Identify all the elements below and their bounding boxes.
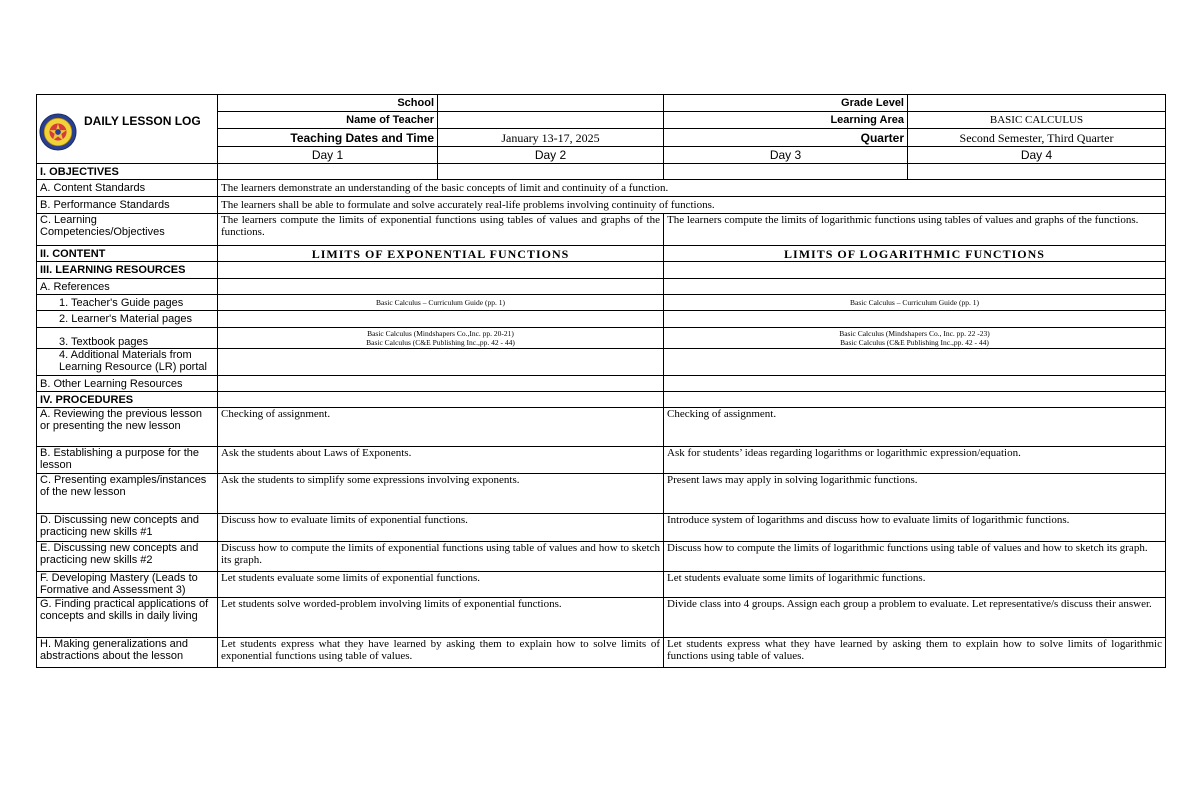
quarter-value: Second Semester, Third Quarter bbox=[908, 129, 1166, 147]
procedures-heading: IV. PROCEDURES bbox=[37, 392, 218, 408]
procedure-right: Let students express what they have learned by asking them to explain how to solve limits of logarithmic functions using table of values. bbox=[664, 638, 1166, 668]
procedure-right: Present laws may apply in solving logarithmic functions. bbox=[664, 474, 1166, 514]
learners-material-label: 2. Learner's Material pages bbox=[37, 311, 218, 328]
procedure-right: Checking of assignment. bbox=[664, 408, 1166, 447]
textbook-right bbox=[664, 328, 1166, 349]
objectives-heading: I. OBJECTIVES bbox=[37, 164, 218, 180]
textbook-left bbox=[218, 328, 664, 349]
day-3-header: Day 3 bbox=[664, 147, 908, 164]
procedure-left: Checking of assignment. bbox=[218, 408, 664, 447]
day-4-header: Day 4 bbox=[908, 147, 1166, 164]
procedure-left: Ask the students to simplify some expressions involving exponents. bbox=[218, 474, 664, 514]
teachers-guide-left: Basic Calculus – Curriculum Guide (pp. 1) bbox=[218, 295, 664, 311]
other-resources-label: B. Other Learning Resources bbox=[37, 376, 218, 392]
content-left: LIMITS OF EXPONENTIAL FUNCTIONS bbox=[218, 246, 664, 262]
procedure-left: Discuss how to compute the limits of exponential functions using table of values and how to sketch its graph. bbox=[218, 542, 664, 572]
daily-lesson-log-table bbox=[36, 94, 1166, 668]
day-1-header: Day 1 bbox=[218, 147, 438, 164]
teacher-field bbox=[438, 112, 664, 129]
content-right: LIMITS OF LOGARITHMIC FUNCTIONS bbox=[664, 246, 1166, 262]
grade-level-label: Grade Level bbox=[664, 95, 908, 112]
procedure-label: D. Discussing new concepts and practicing new skills #1 bbox=[37, 514, 218, 542]
teachers-guide-right: Basic Calculus – Curriculum Guide (pp. 1) bbox=[664, 295, 1166, 311]
logo-title-cell bbox=[37, 95, 218, 164]
references-label: A. References bbox=[37, 279, 218, 295]
procedure-right: Ask for students’ ideas regarding logarithms or logarithmic expression/equation. bbox=[664, 447, 1166, 474]
procedure-label: B. Establishing a purpose for the lesson bbox=[37, 447, 218, 474]
content-standards-label: A. Content Standards bbox=[37, 180, 218, 197]
procedure-label: E. Discussing new concepts and practicing new skills #2 bbox=[37, 542, 218, 572]
procedure-right: Let students evaluate some limits of logarithmic functions. bbox=[664, 572, 1166, 598]
textbook-left-line-2: Basic Calculus (C&E Publishing Inc.,pp. 42 - 44) bbox=[366, 338, 515, 347]
procedure-label: C. Presenting examples/instances of the new lesson bbox=[37, 474, 218, 514]
document-title: DAILY LESSON LOG bbox=[84, 114, 201, 128]
procedure-left: Ask the students about Laws of Exponents. bbox=[218, 447, 664, 474]
competencies-left: The learners compute the limits of exponential functions using tables of values and graphs of the functions. bbox=[218, 214, 664, 246]
dates-value: January 13-17, 2025 bbox=[438, 129, 664, 147]
deped-seal-icon bbox=[39, 113, 77, 151]
textbook-label: 3. Textbook pages bbox=[37, 328, 218, 349]
dates-label: Teaching Dates and Time bbox=[218, 129, 438, 147]
textbook-left-line-1: Basic Calculus (Mindshapers Co.,Inc. pp. 20-21) bbox=[367, 329, 514, 338]
performance-standards-label: B. Performance Standards bbox=[37, 197, 218, 214]
quarter-label: Quarter bbox=[664, 129, 908, 147]
procedure-label: F. Developing Mastery (Leads to Formative and Assessment 3) bbox=[37, 572, 218, 598]
teachers-guide-label: 1. Teacher's Guide pages bbox=[37, 295, 218, 311]
procedure-right: Introduce system of logarithms and discuss how to evaluate limits of logarithmic functions. bbox=[664, 514, 1166, 542]
textbook-right-line-2: Basic Calculus (C&E Publishing Inc.,pp. 42 - 44) bbox=[840, 338, 989, 347]
learning-area-label: Learning Area bbox=[664, 112, 908, 129]
procedure-right: Discuss how to compute the limits of logarithmic functions using table of values and how to sketch its graph. bbox=[664, 542, 1166, 572]
resources-heading: III. LEARNING RESOURCES bbox=[37, 262, 218, 279]
procedure-left: Discuss how to evaluate limits of exponential functions. bbox=[218, 514, 664, 542]
procedure-label: A. Reviewing the previous lesson or presenting the new lesson bbox=[37, 408, 218, 447]
grade-level-field bbox=[908, 95, 1166, 112]
additional-materials-label: 4. Additional Materials from Learning Resource (LR) portal bbox=[37, 349, 218, 376]
competencies-label: C. Learning Competencies/Objectives bbox=[37, 214, 218, 246]
procedure-label: G. Finding practical applications of concepts and skills in daily living bbox=[37, 598, 218, 638]
procedure-left: Let students solve worded-problem involving limits of exponential functions. bbox=[218, 598, 664, 638]
procedure-right: Divide class into 4 groups. Assign each group a problem to evaluate. Let representative/s discuss their answer. bbox=[664, 598, 1166, 638]
school-label: School bbox=[218, 95, 438, 112]
textbook-right-line-1: Basic Calculus (Mindshapers Co., Inc. pp. 22 -23) bbox=[839, 329, 990, 338]
learning-area-value: BASIC CALCULUS bbox=[908, 112, 1166, 129]
performance-standards-text: The learners shall be able to formulate and solve accurately real-life problems involving continuity of functions. bbox=[218, 197, 1166, 214]
teacher-label: Name of Teacher bbox=[218, 112, 438, 129]
procedure-left: Let students express what they have learned by asking them to explain how to solve limits of exponential functions using table of values. bbox=[218, 638, 664, 668]
procedure-label: H. Making generalizations and abstractions about the lesson bbox=[37, 638, 218, 668]
school-field bbox=[438, 95, 664, 112]
procedure-left: Let students evaluate some limits of exponential functions. bbox=[218, 572, 664, 598]
day-2-header: Day 2 bbox=[438, 147, 664, 164]
content-standards-text: The learners demonstrate an understanding of the basic concepts of limit and continuity of a function. bbox=[218, 180, 1166, 197]
competencies-right: The learners compute the limits of logarithmic functions using tables of values and graphs of the functions. bbox=[664, 214, 1166, 246]
content-heading: II. CONTENT bbox=[37, 246, 218, 262]
